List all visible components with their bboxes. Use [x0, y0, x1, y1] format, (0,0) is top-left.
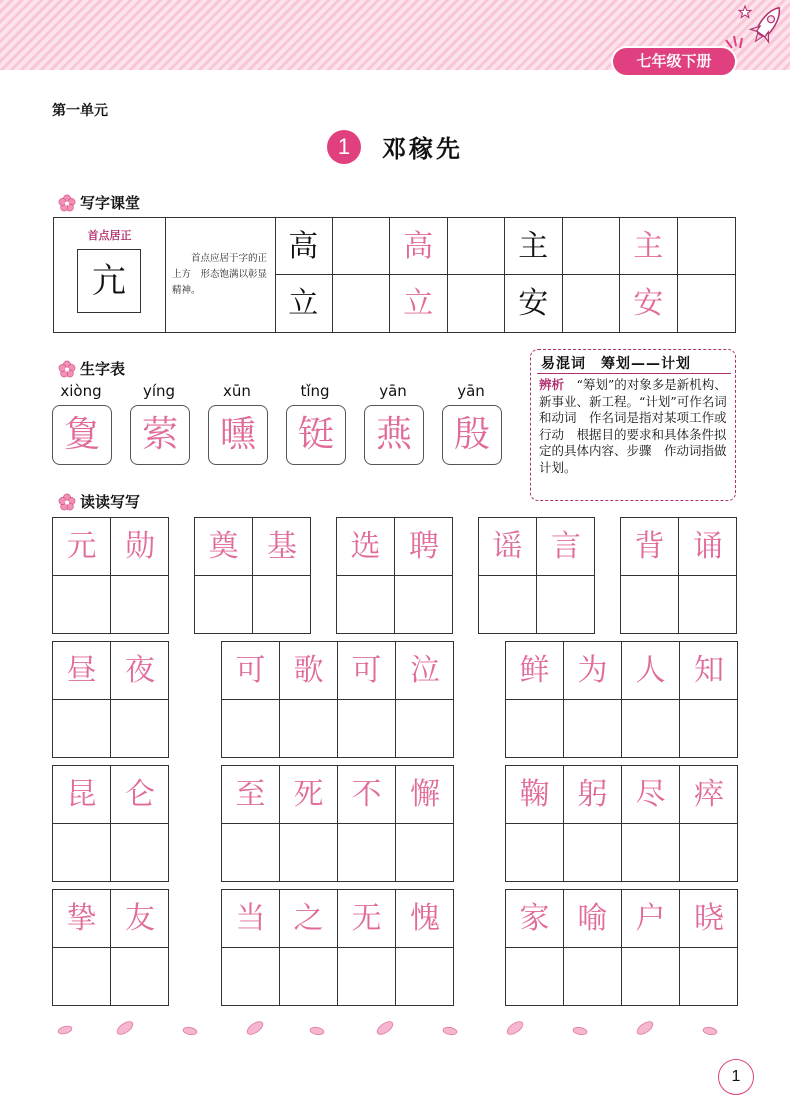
- blank-cell: [506, 948, 564, 1006]
- blank-cell: [280, 824, 338, 882]
- word-grid: [505, 765, 738, 882]
- word-char: 喻: [564, 890, 622, 948]
- focus-char: 亢: [77, 249, 141, 313]
- blank-cell: [622, 948, 680, 1006]
- practice-cell: 安: [620, 275, 678, 332]
- pinyin: tǐng: [300, 382, 330, 400]
- blank-cell: [111, 824, 169, 882]
- word-char: 之: [280, 890, 338, 948]
- blank-cell: [280, 948, 338, 1006]
- practice-cell: 安: [505, 275, 563, 332]
- blank-cell: [222, 948, 280, 1006]
- word-char: 勋: [111, 518, 169, 576]
- word-char: 挚: [53, 890, 111, 948]
- note-label: 辨析: [539, 377, 565, 392]
- blank-cell: [396, 948, 454, 1006]
- blank-cell: [53, 700, 111, 758]
- practice-cell: 主: [620, 218, 678, 275]
- blank-cell: [53, 948, 111, 1006]
- pinyin: yān: [457, 382, 485, 400]
- word-char: 死: [280, 766, 338, 824]
- pinyin: yān: [379, 382, 407, 400]
- focus-label: 首点居正: [87, 229, 132, 242]
- section-title: 读读写写: [80, 493, 141, 511]
- blank-cell: [53, 576, 111, 634]
- petals-decoration: [55, 1018, 735, 1042]
- blank-cell: [564, 948, 622, 1006]
- section-title: 生字表: [80, 360, 126, 378]
- blank-cell: [395, 576, 453, 634]
- practice-cell: [333, 218, 391, 275]
- word-char: 不: [338, 766, 396, 824]
- new-char-card: 燕: [364, 405, 424, 465]
- word-char: 人: [622, 642, 680, 700]
- word-grid: [221, 641, 454, 758]
- rocket-icon: [748, 2, 786, 48]
- word-grid: [52, 889, 169, 1006]
- word-char: 昼: [53, 642, 111, 700]
- blank-cell: [222, 700, 280, 758]
- word-char: 可: [338, 642, 396, 700]
- tip-text: 首点应居于字的正上方 形态饱满以彰显精神。: [172, 253, 268, 296]
- note-divider: [537, 373, 731, 374]
- practice-cell: 立: [275, 275, 333, 332]
- note-text: “筹划”的对象多是新机构、新事业、新工程。“计划”可作名词和动词 作名词是指对某项工作或行动 根据目的要求和具体条件拟定的具体内容、步骤 作动词指做计划。: [539, 377, 727, 475]
- word-char: 愧: [396, 890, 454, 948]
- blank-cell: [621, 576, 679, 634]
- section-heading-read-write: [58, 491, 140, 512]
- word-char: 仑: [111, 766, 169, 824]
- blank-cell: [679, 576, 737, 634]
- word-char: 无: [338, 890, 396, 948]
- word-char: 懈: [396, 766, 454, 824]
- blank-cell: [564, 700, 622, 758]
- blank-cell: [338, 700, 396, 758]
- word-grid: [52, 641, 169, 758]
- word-char: 可: [222, 642, 280, 700]
- confusable-words-note: [530, 349, 736, 501]
- blank-cell: [564, 824, 622, 882]
- word-grid: [194, 517, 311, 634]
- word-grid: [336, 517, 453, 634]
- word-grid: [478, 517, 595, 634]
- pinyin: xūn: [223, 382, 251, 400]
- practice-cell: [563, 275, 621, 332]
- word-char: 昆: [53, 766, 111, 824]
- word-grid: [52, 517, 169, 634]
- word-char: 当: [222, 890, 280, 948]
- blank-cell: [622, 824, 680, 882]
- word-grid: [52, 765, 169, 882]
- unit-title: 第一单元: [52, 103, 108, 119]
- word-char: 户: [622, 890, 680, 948]
- blank-cell: [479, 576, 537, 634]
- blank-cell: [622, 700, 680, 758]
- practice-cell: [678, 218, 736, 275]
- word-grid: [505, 889, 738, 1006]
- lesson-title: 邓稼先: [382, 135, 463, 163]
- tip-panel: [165, 218, 276, 332]
- blank-cell: [53, 824, 111, 882]
- flower-icon: [58, 194, 76, 212]
- practice-cell: 高: [275, 218, 333, 275]
- blank-cell: [396, 824, 454, 882]
- blank-cell: [680, 824, 738, 882]
- blank-cell: [506, 824, 564, 882]
- blank-cell: [338, 824, 396, 882]
- word-char: 基: [253, 518, 311, 576]
- word-char: 谣: [479, 518, 537, 576]
- pinyin: yíng: [142, 382, 176, 400]
- blank-cell: [111, 948, 169, 1006]
- focus-panel: [54, 218, 166, 332]
- blank-cell: [338, 948, 396, 1006]
- blank-cell: [396, 700, 454, 758]
- word-grid: [505, 641, 738, 758]
- blank-cell: [537, 576, 595, 634]
- new-char-card: 铤: [286, 405, 346, 465]
- blank-cell: [253, 576, 311, 634]
- practice-cell: [333, 275, 391, 332]
- blank-cell: [337, 576, 395, 634]
- word-char: 家: [506, 890, 564, 948]
- practice-cell: 立: [390, 275, 448, 332]
- new-char-card: 夐: [52, 405, 112, 465]
- practice-cell: 主: [505, 218, 563, 275]
- word-char: 晓: [680, 890, 738, 948]
- word-char: 躬: [564, 766, 622, 824]
- section-heading-writing-class: [58, 192, 140, 213]
- word-char: 友: [111, 890, 169, 948]
- section-title: 写字课堂: [80, 194, 141, 212]
- word-grid: [620, 517, 737, 634]
- practice-cell: [448, 218, 506, 275]
- section-heading-new-chars: [58, 358, 125, 379]
- practice-cell: [563, 218, 621, 275]
- practice-cell: [448, 275, 506, 332]
- note-body: [539, 377, 729, 476]
- practice-grid: [275, 218, 735, 332]
- writing-class-box: [53, 217, 736, 333]
- word-grid: [221, 765, 454, 882]
- grade-tag: 七年级下册: [613, 48, 735, 75]
- flower-icon: [58, 493, 76, 511]
- word-char: 元: [53, 518, 111, 576]
- word-char: 背: [621, 518, 679, 576]
- blank-cell: [222, 824, 280, 882]
- word-char: 鞠: [506, 766, 564, 824]
- page-number: 1: [718, 1059, 754, 1095]
- lesson-number: 1: [327, 130, 361, 164]
- blank-cell: [195, 576, 253, 634]
- new-char-card: 殷: [442, 405, 502, 465]
- word-char: 为: [564, 642, 622, 700]
- word-char: 尽: [622, 766, 680, 824]
- word-char: 瘁: [680, 766, 738, 824]
- blank-cell: [280, 700, 338, 758]
- new-char-card: 萦: [130, 405, 190, 465]
- word-char: 聘: [395, 518, 453, 576]
- word-char: 歌: [280, 642, 338, 700]
- word-char: 鲜: [506, 642, 564, 700]
- blank-cell: [506, 700, 564, 758]
- blank-cell: [111, 576, 169, 634]
- blank-cell: [111, 700, 169, 758]
- new-char-card: 曛: [208, 405, 268, 465]
- word-char: 知: [680, 642, 738, 700]
- word-char: 诵: [679, 518, 737, 576]
- blank-cell: [680, 700, 738, 758]
- practice-cell: 高: [390, 218, 448, 275]
- word-char: 泣: [396, 642, 454, 700]
- note-title: 易混词 筹划——计划: [541, 356, 691, 372]
- word-char: 夜: [111, 642, 169, 700]
- word-char: 言: [537, 518, 595, 576]
- word-char: 至: [222, 766, 280, 824]
- practice-cell: [678, 275, 736, 332]
- word-grid: [221, 889, 454, 1006]
- flower-icon: [58, 360, 76, 378]
- blank-cell: [680, 948, 738, 1006]
- word-char: 奠: [195, 518, 253, 576]
- word-char: 选: [337, 518, 395, 576]
- pinyin: xiòng: [60, 382, 102, 400]
